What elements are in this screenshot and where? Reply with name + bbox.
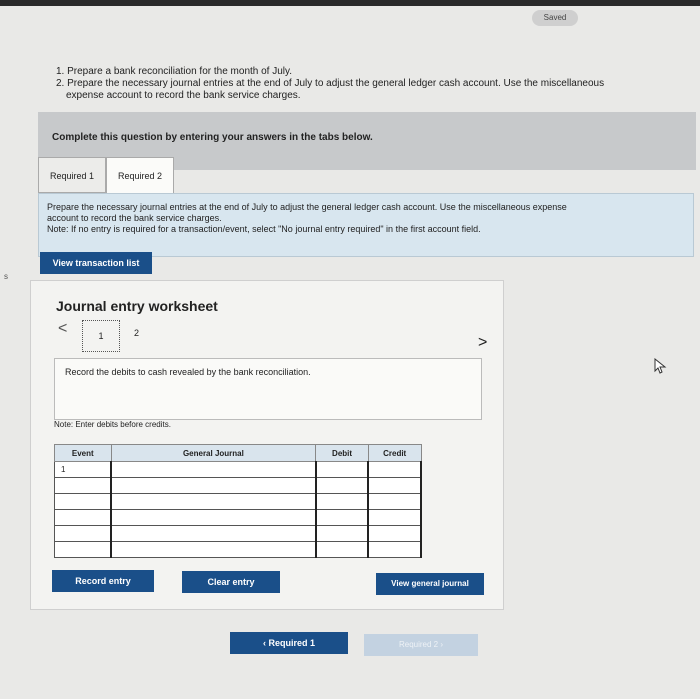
chevron-right-icon[interactable]: > <box>478 334 488 351</box>
view-transaction-list-button[interactable]: View transaction list <box>40 252 152 274</box>
record-prompt-box <box>54 358 482 420</box>
table-row <box>55 526 422 542</box>
credit-input[interactable] <box>368 510 421 526</box>
top-bar <box>0 0 700 6</box>
instruction-1: 1. Prepare a bank reconciliation for the month of July. <box>56 66 293 77</box>
requirement-box <box>38 193 694 257</box>
instructions <box>56 66 686 102</box>
event-cell <box>55 510 112 526</box>
tab-required-2[interactable]: Required 2 <box>106 157 174 193</box>
worksheet-page-1[interactable]: 1 <box>82 320 120 352</box>
header-debit: Debit <box>316 445 369 462</box>
instruction-2-cont: expense account to record the bank service charges. <box>66 90 301 101</box>
view-general-journal-button[interactable]: View general journal <box>376 573 484 595</box>
table-row <box>55 542 422 558</box>
debit-input[interactable] <box>316 510 369 526</box>
debit-input[interactable] <box>316 478 369 494</box>
mouse-cursor-icon <box>654 358 668 374</box>
debit-input[interactable] <box>316 462 369 478</box>
instruction-2: 2. Prepare the necessary journal entries at the end of July to adjust the general ledger cash account. Use the miscellaneous <box>56 78 605 89</box>
debits-note: Note: Enter debits before credits. <box>54 420 171 429</box>
debit-input[interactable] <box>316 494 369 510</box>
worksheet-title: Journal entry worksheet <box>56 298 218 314</box>
general-journal-select[interactable] <box>111 526 316 542</box>
chevron-left-icon[interactable]: < <box>58 320 68 337</box>
general-journal-select[interactable] <box>111 478 316 494</box>
event-cell <box>55 542 112 558</box>
banner-text: Complete this question by entering your answers in the tabs below. <box>52 132 373 143</box>
header-credit: Credit <box>368 445 421 462</box>
tab-required-1[interactable]: Required 1 <box>38 157 106 193</box>
event-cell <box>55 526 112 542</box>
general-journal-select[interactable] <box>111 462 316 478</box>
credit-input[interactable] <box>368 526 421 542</box>
header-general-journal: General Journal <box>111 445 316 462</box>
clear-entry-button[interactable]: Clear entry <box>182 571 280 593</box>
table-row <box>55 478 422 494</box>
requirement-line-1: Prepare the necessary journal entries at the end of July to adjust the general ledger cash account. Use the miscellaneous expense <box>47 202 567 212</box>
credit-input[interactable] <box>368 478 421 494</box>
debit-input[interactable] <box>316 542 369 558</box>
journal-table <box>54 444 422 558</box>
margin-mark: s <box>4 272 8 281</box>
credit-input[interactable] <box>368 542 421 558</box>
table-row <box>55 494 422 510</box>
credit-input[interactable] <box>368 462 421 478</box>
table-row <box>55 462 422 478</box>
table-row <box>55 510 422 526</box>
record-entry-button[interactable]: Record entry <box>52 570 154 592</box>
prev-required-button[interactable]: ‹ Required 1 <box>230 632 348 654</box>
header-event: Event <box>55 445 112 462</box>
record-prompt: Record the debits to cash revealed by the bank reconciliation. <box>65 367 311 377</box>
general-journal-select[interactable] <box>111 542 316 558</box>
event-cell: 1 <box>55 462 112 478</box>
event-cell <box>55 494 112 510</box>
requirement-note: Note: If no entry is required for a transaction/event, select "No journal entry required" in the first account field. <box>47 224 481 234</box>
saved-badge: Saved <box>532 10 578 26</box>
requirement-line-2: account to record the bank service charges. <box>47 213 222 223</box>
debit-input[interactable] <box>316 526 369 542</box>
next-required-button[interactable]: Required 2 › <box>364 634 478 656</box>
worksheet-page-2[interactable]: 2 <box>134 328 140 338</box>
credit-input[interactable] <box>368 494 421 510</box>
general-journal-select[interactable] <box>111 510 316 526</box>
general-journal-select[interactable] <box>111 494 316 510</box>
event-cell <box>55 478 112 494</box>
